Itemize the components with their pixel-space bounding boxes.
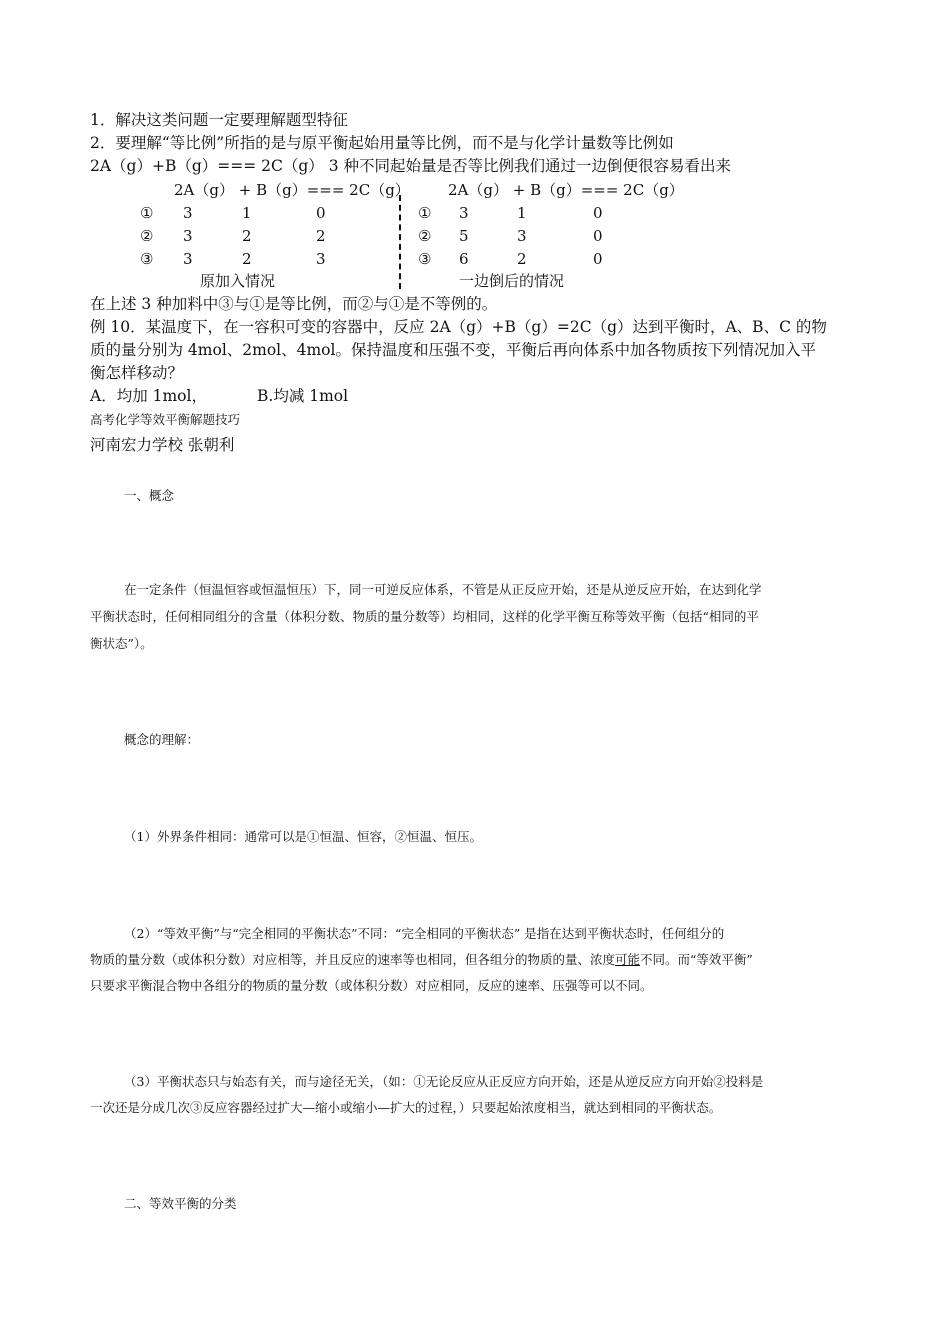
dashed-divider: [399, 195, 401, 289]
point-2-line-2: 物质的量分数（或体积分数）对应相等，并且反应的速率等也相同，但各组分的物质的量、浓度可能不同。而“等效平衡”: [90, 952, 753, 967]
left-row-2-c: 2: [316, 227, 326, 245]
option-a: A．均加 1mol，: [90, 387, 207, 405]
section-1-heading: 一、概念: [124, 488, 175, 503]
left-row-2-mark: ②: [140, 227, 154, 245]
left-row-1-c: 0: [316, 204, 326, 222]
right-row-1-a: 3: [459, 204, 469, 222]
right-row-2-c: 0: [593, 227, 603, 245]
point-3-line-2: 一次还是分成几次③反应容器经过扩大—缩小或缩小—扩大的过程，）只要起始浓度相当，就达到相同的平衡状态。: [90, 1100, 722, 1115]
concept-para-line-2: 平衡状态时，任何相同组分的含量（体积分数、物质的量分数等）均相同，这样的化学平衡互称等效平衡（包括“相同的平: [90, 609, 759, 624]
article-author: 河南宏力学校 张朝利: [90, 436, 235, 454]
point-2-line-3: 只要求平衡混合物中各组分的物质的量分数（或体积分数）对应相同，反应的速率、压强等可以不同。: [90, 978, 653, 993]
equation-line: 2A（g）+B（g）=== 2C（g） 3 种不同起始量是否等比例我们通过一边倒便很容易看出来: [90, 157, 732, 175]
point-3-line-1: （3）平衡状态只与始态有关，而与途径无关，（如：①无论反应从正反应方向开始，还是从逆反应方向开始②投料是: [124, 1074, 764, 1089]
article-title: 高考化学等效平衡解题技巧: [90, 412, 241, 427]
left-row-1-mark: ①: [140, 204, 154, 222]
point-1: 1．解决这类问题一定要理解题型特征: [90, 111, 348, 129]
left-row-3-mark: ③: [140, 250, 154, 268]
understanding-heading: 概念的理解：: [124, 732, 200, 747]
point-2-line-1: （2）“等效平衡”与“完全相同的平衡状态”不同：“完全相同的平衡状态” 是指在达到平衡状态时，任何组分的: [124, 926, 725, 941]
right-row-2-a: 5: [459, 227, 469, 245]
example-10-line-3: 衡怎样移动？: [90, 364, 184, 382]
left-caption: 原加入情况: [200, 272, 276, 290]
underlined-word: 可能: [615, 952, 641, 967]
left-row-2-a: 3: [183, 227, 193, 245]
left-row-2-b: 2: [242, 227, 252, 245]
example-10-line-2: 质的量分别为 4mol、2mol、4mol。保持温度和压强不变，平衡后再向体系中加各物质按下列情况加入平: [90, 341, 816, 359]
right-table-header: 2A（g） + B（g）=== 2C（g）: [448, 181, 684, 199]
right-row-3-a: 6: [459, 250, 469, 268]
left-row-1-b: 1: [242, 204, 252, 222]
right-row-2-mark: ②: [418, 227, 432, 245]
right-row-3-mark: ③: [418, 250, 432, 268]
left-row-1-a: 3: [183, 204, 193, 222]
ratio-conclusion: 在上述 3 种加料中③与①是等比例，而②与①是不等例的。: [90, 295, 498, 313]
right-row-1-mark: ①: [418, 204, 432, 222]
section-2-heading: 二、等效平衡的分类: [124, 1196, 237, 1211]
concept-para-line-1: 在一定条件（恒温恒容或恒温恒压）下，同一可逆反应体系，不管是从正反应开始，还是从逆反应开始，在达到化学: [124, 582, 762, 597]
right-row-1-c: 0: [593, 204, 603, 222]
left-row-3-c: 3: [316, 250, 326, 268]
right-row-3-b: 2: [517, 250, 527, 268]
example-10-line-1: 例 10．某温度下，在一容积可变的容器中，反应 2A（g）+B（g）=2C（g）达到平衡时，A、B、C 的物: [90, 318, 827, 336]
point-1-conditions: （1）外界条件相同：通常可以是①恒温、恒容，②恒温、恒压。: [124, 829, 482, 844]
concept-para-line-3: 衡状态”）。: [90, 636, 153, 651]
right-row-2-b: 3: [517, 227, 527, 245]
option-b: B.均减 1mol: [257, 387, 349, 405]
right-caption: 一边倒后的情况: [459, 272, 565, 290]
point-2: 2．要理解“等比例”所指的是与原平衡起始用量等比例，而不是与化学计量数等比例如: [90, 134, 674, 152]
right-row-3-c: 0: [593, 250, 603, 268]
left-table-header: 2A（g） + B（g）=== 2C（g）: [174, 181, 410, 199]
right-row-1-b: 1: [517, 204, 527, 222]
left-row-3-a: 3: [183, 250, 193, 268]
left-row-3-b: 2: [242, 250, 252, 268]
